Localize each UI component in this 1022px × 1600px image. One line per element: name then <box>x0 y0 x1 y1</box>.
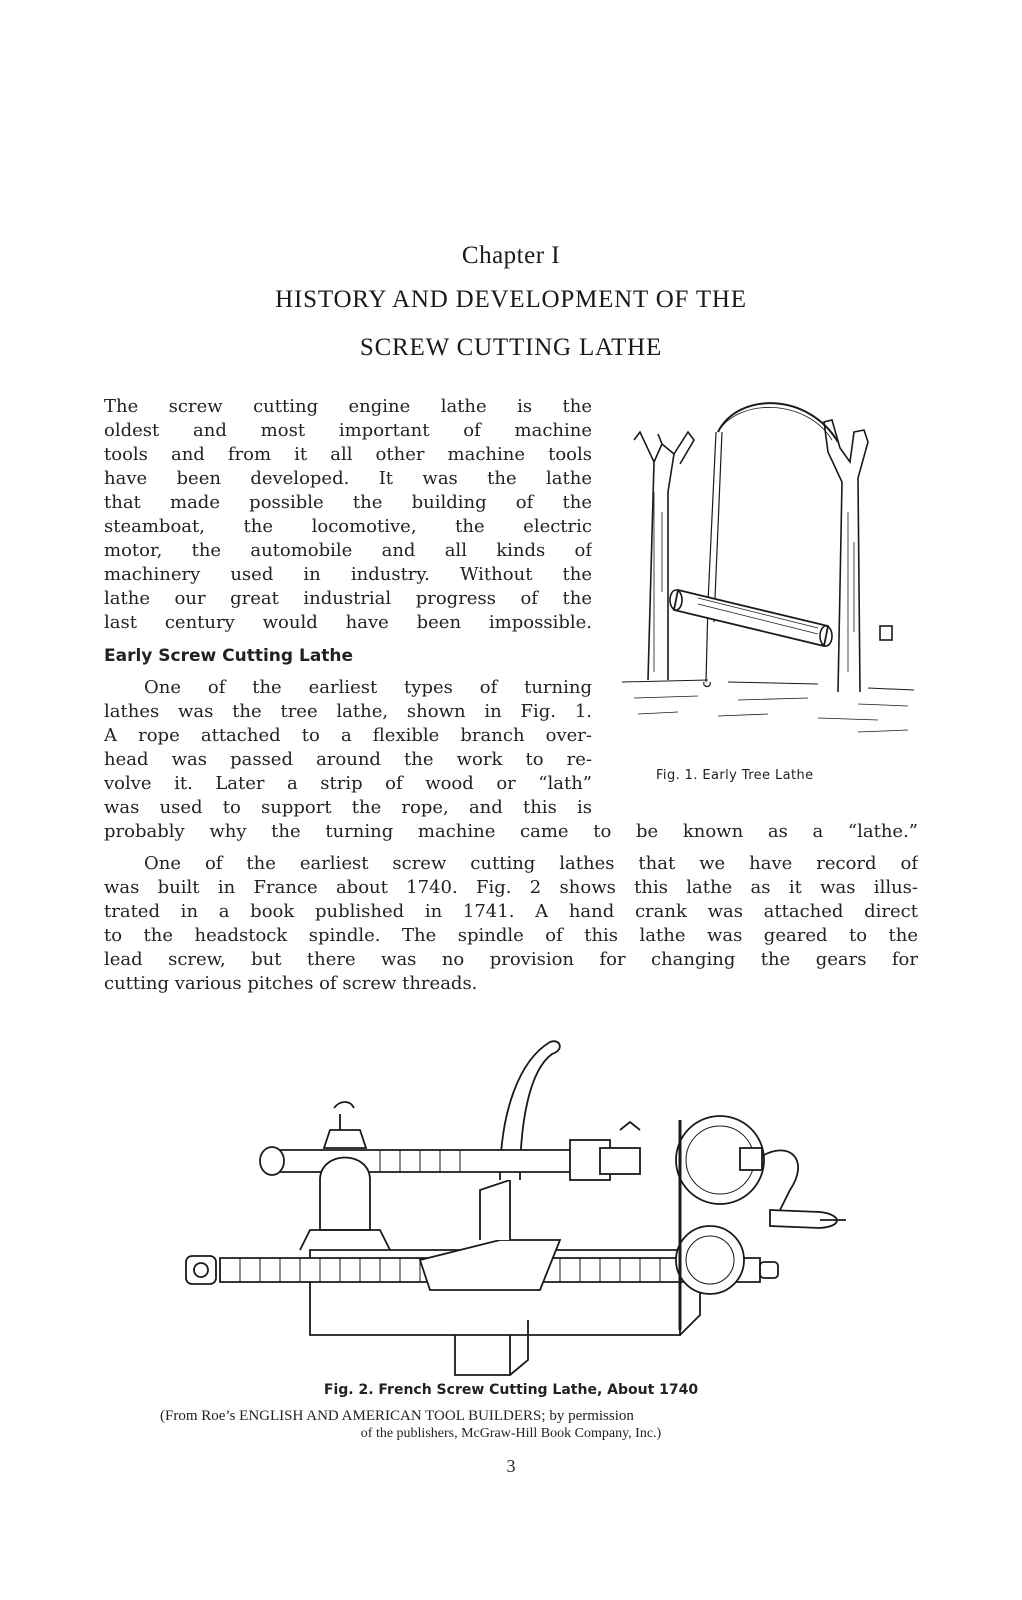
text-line: volve it. Later a strip of wood or “lath” <box>104 773 592 794</box>
text-line: lathe our great industrial progress of the <box>104 588 592 609</box>
section-heading: Early Screw Cutting Lathe <box>104 646 354 666</box>
chapter-title-line-1: HISTORY AND DEVELOPMENT OF THE <box>275 286 747 313</box>
text-line: to the headstock spindle. The spindle of this lathe was geared to the <box>104 925 918 946</box>
chapter-label: Chapter I <box>461 242 561 269</box>
text-line: A rope attached to a flexible branch over- <box>104 725 592 746</box>
text-line: tools and from it all other machine tools <box>104 444 592 465</box>
text-line: The screw cutting engine lathe is the <box>104 396 592 417</box>
text-line: last century would have been impossible. <box>104 612 592 633</box>
french-lathe-paragraph <box>104 852 918 996</box>
page-number: 3 <box>506 1456 516 1476</box>
credit-line-2: of the publishers, McGraw-Hill Book Company, Inc.) <box>360 1426 662 1441</box>
chapter-title-line-2: SCREW CUTTING LATHE <box>359 334 663 361</box>
text-line: motor, the automobile and all kinds of <box>104 540 592 561</box>
text-line: machinery used in industry. Without the <box>104 564 592 585</box>
text-line: trated in a book published in 1741. A hand crank was attached direct <box>104 901 918 922</box>
text-line: One of the earliest screw cutting lathes that we have record of <box>144 853 918 874</box>
text-line: that made possible the building of the <box>104 492 592 513</box>
text-line: One of the earliest types of turning <box>144 677 592 698</box>
text-line: cutting various pitches of screw threads. <box>104 973 478 994</box>
french-lathe-illustration <box>180 1030 850 1380</box>
tree-lathe-paragraph-last-line <box>104 820 918 844</box>
text-line: was used to support the rope, and this is <box>104 797 592 818</box>
text-line: have been developed. It was the lathe <box>104 468 592 489</box>
fig2-caption: Fig. 2. French Screw Cutting Lathe, About 1740 <box>323 1382 699 1398</box>
text-line: lathes was the tree lathe, shown in Fig. 1. <box>104 701 592 722</box>
text-line: steamboat, the locomotive, the electric <box>104 516 592 537</box>
credit-line-1: (From Roe’s ENGLISH AND AMERICAN TOOL BUILDERS; by permission <box>160 1408 634 1424</box>
tree-lathe-paragraph <box>104 676 592 820</box>
text-line: oldest and most important of machine <box>104 420 592 441</box>
text-line: head was passed around the work to re- <box>104 749 592 770</box>
fig1-caption: Fig. 1. Early Tree Lathe <box>656 768 814 783</box>
text-line: lead screw, but there was no provision for changing the gears for <box>104 949 918 970</box>
intro-paragraph <box>104 395 592 635</box>
text-line: probably why the turning machine came to be known as a “lathe.” <box>104 821 918 842</box>
tree-lathe-illustration <box>618 392 916 752</box>
text-line: was built in France about 1740. Fig. 2 shows this lathe as it was illus- <box>104 877 918 898</box>
